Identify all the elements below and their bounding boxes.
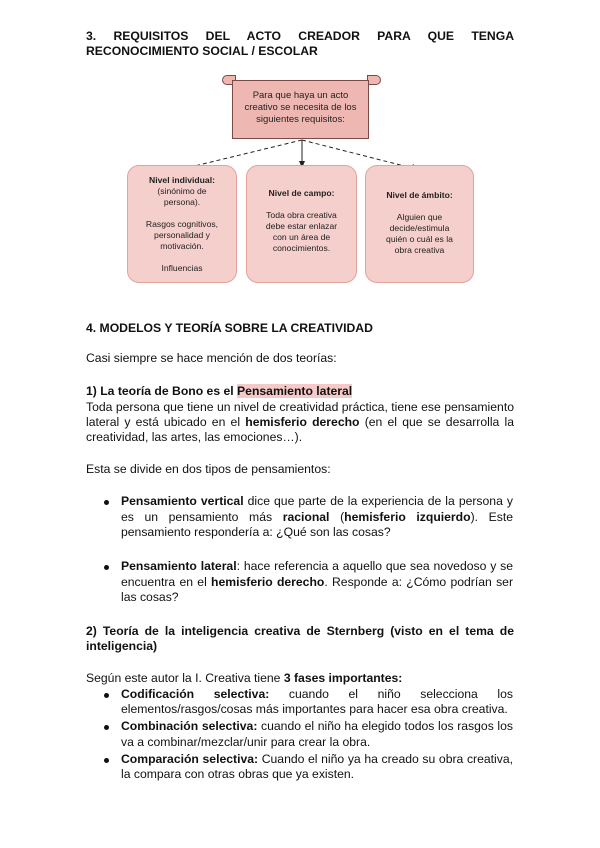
selective-combination-line-1: Combinación selectiva: cuando el niño ha elegido todos los rasgos los: [121, 719, 514, 733]
box-title: Nivel de campo:: [268, 188, 335, 198]
bullet-dot: [104, 565, 109, 570]
divide-text: Esta se divide en dos tipos de pensamientos:: [86, 462, 331, 476]
section-4-heading: 4. MODELOS Y TEORÍA SOBRE LA CREATIVIDAD: [86, 321, 373, 335]
box-line: Rasgos cognitivos,: [145, 219, 219, 229]
section-3-heading-line-2: RECONOCIMIENTO SOCIAL / ESCOLAR: [86, 44, 318, 58]
bono-heading-text: 1) La teoría de Bono es el: [86, 384, 238, 398]
box-scope-level: [365, 165, 474, 283]
sternberg-heading-line-2: inteligencia): [86, 639, 158, 653]
box-line: Alguien que: [396, 212, 443, 222]
box-line: obra creativa: [394, 245, 445, 255]
box-line: con un área de: [272, 232, 331, 242]
box-title: Nivel individual:: [149, 175, 215, 185]
vertical-thinking-line-1: Pensamiento vertical dice que parte de la experiencia de la persona y: [121, 494, 513, 508]
box-line: debe estar enlazar: [265, 221, 338, 231]
banner-line: Para que haya un acto: [252, 90, 349, 101]
banner-curl-right: [367, 75, 381, 85]
box-title: Nivel de ámbito:: [386, 190, 453, 200]
lateral-thinking-line-2: encuentra en el hemisferio derecho. Responde a: ¿Cómo podrían ser: [121, 575, 513, 589]
box-line: Influencias: [161, 263, 203, 273]
box-line: Toda obra creativa: [266, 210, 337, 220]
bono-paragraph-line-2: lateral y está ubicado en el hemisferio derecho (en el que se desarrolla la: [86, 415, 514, 429]
selective-comparison-line-1: Comparación selectiva: Cuando el niño ya ha creado su obra creativa,: [121, 752, 513, 766]
selective-combination-line-2: va a combinar/mezclar/unir para crear la obra.: [121, 735, 371, 749]
sternberg-heading-line-1: 2) Teoría de la inteligencia creativa de Sternberg (visto en el tema de: [86, 624, 514, 638]
bullet-dot: [104, 725, 109, 730]
bono-heading-highlight: Pensamiento lateral: [237, 384, 353, 398]
box-field-level: [246, 165, 357, 283]
lateral-thinking-line-3: las cosas?: [121, 590, 179, 604]
box-line: (sinónimo de: [157, 186, 207, 196]
lateral-thinking-line-1: Pensamiento lateral: hace referencia a aquello que sea novedoso y se: [121, 559, 514, 573]
bullet-dot: [104, 693, 109, 698]
banner-line: creativo se necesita de los: [244, 102, 357, 113]
box-line: motivación.: [160, 241, 204, 251]
bono-heading: [86, 384, 514, 399]
box-individual-level: [127, 165, 237, 283]
bullet-dot: [104, 758, 109, 763]
banner-line: siguientes requisitos:: [256, 114, 345, 125]
vertical-thinking-line-2: es un pensamiento más racional (hemisferio izquierdo). Este: [121, 510, 514, 524]
box-line: conocimientos.: [272, 243, 331, 253]
box-line: personalidad y: [154, 230, 210, 240]
box-spacer: [247, 199, 356, 210]
bono-paragraph-line-1: Toda persona que tiene un nivel de creatividad práctica, tiene ese pensamiento: [86, 400, 514, 414]
box-spacer: [128, 252, 236, 263]
intro-text: Casi siempre se hace mención de dos teorías:: [86, 351, 337, 365]
box-spacer: [366, 201, 473, 212]
selective-coding-line-2: elementos/rasgos/cosas más importantes para hacer esa obra creativa.: [121, 702, 508, 716]
box-line: persona).: [163, 197, 201, 207]
bullet-dot: [104, 500, 109, 505]
phases-intro: Según este autor la I. Creativa tiene 3 fases importantes:: [86, 671, 403, 685]
diagram-banner: [232, 80, 369, 139]
section-3-heading-line-1: 3. REQUISITOS DEL ACTO CREADOR PARA QUE TENGA: [86, 29, 514, 43]
vertical-thinking-line-3: pensamiento respondería a: ¿Qué son las cosas?: [121, 525, 391, 539]
box-line: decide/estimula: [389, 223, 450, 233]
box-line: quién o cuál es la: [386, 234, 453, 244]
selective-coding-line-1: Codificación selectiva: cuando el niño selecciona los: [121, 687, 513, 701]
selective-comparison-line-2: la compara con otras obras que ya existen.: [121, 767, 355, 781]
bono-paragraph-line-3: creatividad, las artes, las emociones…).: [86, 430, 303, 444]
box-spacer: [128, 208, 236, 219]
